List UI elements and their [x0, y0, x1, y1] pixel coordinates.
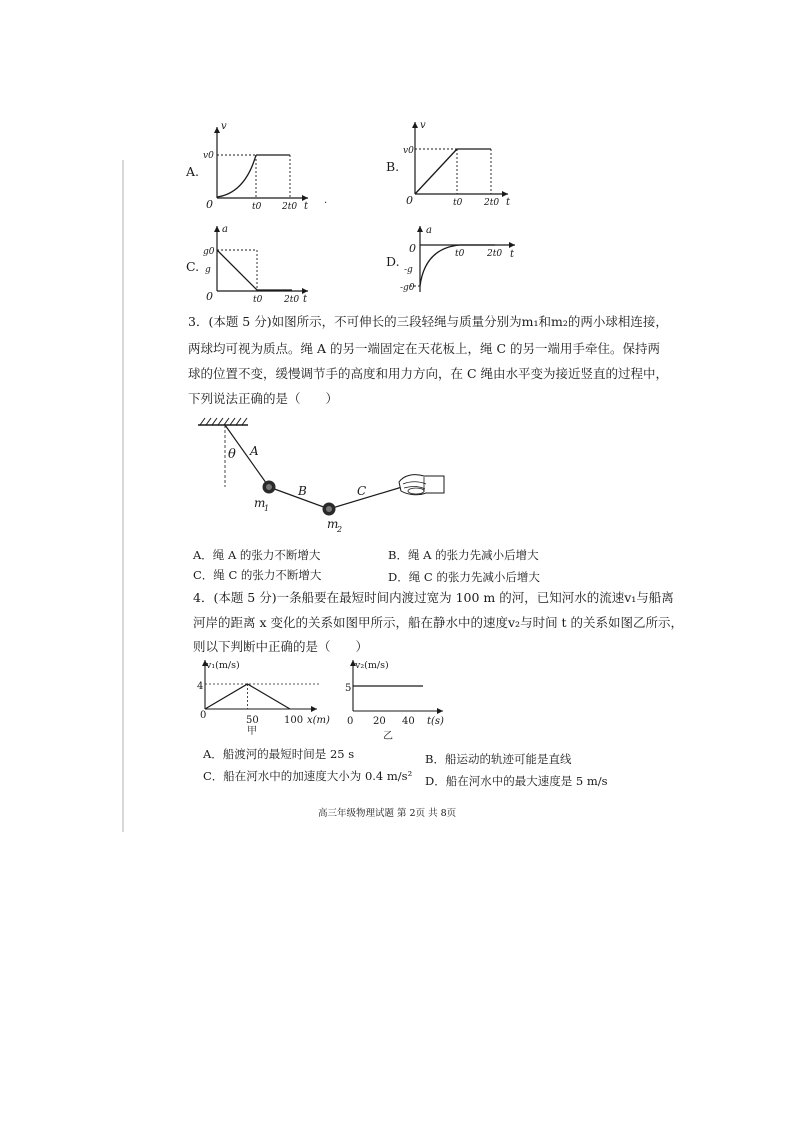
graph-c-x-axis-label: t	[303, 294, 308, 305]
jia-x-label: x(m)	[307, 715, 330, 726]
m2-subscript: 2	[337, 525, 343, 534]
option-d-label: D.	[386, 254, 400, 269]
jia-y-tick: 4	[197, 681, 204, 692]
graph-b-x-tick-1: t0	[453, 198, 463, 208]
option-c-label: C.	[186, 259, 200, 274]
jia-x-arrow	[311, 706, 317, 712]
theta-label: θ	[228, 447, 236, 462]
graph-d-origin: 0	[409, 242, 416, 255]
m1-subscript: 1	[264, 504, 270, 513]
graph-a-y-axis-label: v	[221, 121, 227, 132]
jia-x-tick-1: 50	[246, 715, 259, 726]
jia-y-label: v₁(m/s)	[206, 660, 240, 671]
q4-line-1: 4．(本题 5 分)一条船要在最短时间内渡过宽为 100 m 的河，已知河水的流速v₁与船离	[193, 590, 674, 605]
jia-origin: 0	[200, 710, 207, 721]
graph-a-x-tick-1: t0	[252, 202, 262, 212]
graph-b-origin: 0	[406, 194, 413, 207]
graph-d-x-tick-2: 2t0	[487, 249, 503, 259]
q3-option-b: B．绳 A 的张力先减小后增大	[388, 548, 539, 562]
graph-jia	[190, 656, 335, 741]
yi-caption: 乙	[383, 731, 393, 742]
q3-line-2: 两球均可视为质点。绳 A 的另一端固定在天花板上，绳 C 的另一端用手牵住。保持两	[188, 341, 660, 356]
graph-option-a	[200, 115, 320, 215]
graph-option-c	[200, 222, 320, 312]
graph-a-x-tick-2: 2t0	[282, 202, 298, 212]
q3-option-c: C．绳 C 的张力不断增大	[193, 568, 322, 582]
yi-y-label: v₂(m/s)	[355, 660, 389, 671]
graph-c-y-tick-2: g	[205, 265, 211, 275]
yi-y-tick: 5	[345, 683, 352, 694]
hand-icon	[399, 475, 444, 495]
option-b-label: B.	[386, 159, 400, 174]
m1-label: m	[254, 496, 266, 510]
graph-b-y-axis-label: v	[420, 120, 426, 131]
graph-a-x-axis-label: t	[304, 201, 309, 212]
q4-line-3: 则以下判断中正确的是（ ）	[193, 639, 369, 654]
q3-option-d: D．绳 C 的张力先减小后增大	[388, 570, 540, 584]
option-a-label: A.	[186, 164, 200, 179]
jia-caption: 甲	[247, 726, 257, 737]
m2-label: m	[327, 517, 339, 531]
q3-line-1: 3．(本题 5 分)如图所示，不可伸长的三段轻绳与质量分别为m₁和m₂的两小球相连接，	[188, 314, 668, 329]
q3-line-3: 球的位置不变，缓慢调节手的高度和用力方向，在 C 绳由水平变为接近竖直的过程中，	[188, 366, 669, 381]
yi-x-tick-1: 20	[373, 716, 386, 727]
yi-x-arrow	[437, 708, 443, 714]
graph-option-d	[400, 222, 525, 302]
graph-c-x-tick-2: 2t0	[284, 295, 300, 305]
graph-c-y-tick-1: g0	[203, 247, 215, 257]
q4-option-d: D．船在河水中的最大速度是 5 m/s	[425, 774, 608, 788]
graph-a-y-tick: v0	[203, 151, 214, 161]
yi-x-tick-2: 40	[402, 716, 415, 727]
graph-b-x-axis-label: t	[506, 197, 511, 208]
q4-option-a: A．船渡河的最短时间是 25 s	[203, 747, 355, 761]
graph-b-y-tick: v0	[403, 146, 414, 156]
graph-d-y-tick-2: -g0	[400, 283, 415, 293]
graph-d-y-axis-label: a	[426, 225, 432, 236]
graph-d-y-tick-1: -g	[404, 265, 413, 275]
graph-d-x-tick-1: t0	[455, 249, 465, 259]
graph-c-origin: 0	[206, 290, 213, 303]
page-footer: 高三年级物理试题 第 2页 共 8页	[318, 808, 457, 819]
q4-option-c: C．船在河水中的加速度大小为 0.4 m/s²	[203, 769, 413, 783]
graph-option-b	[400, 115, 520, 215]
rope-c-label: C	[357, 484, 367, 498]
graph-c-y-axis-label: a	[222, 224, 228, 235]
graph-d-x-axis-label: t	[510, 249, 515, 260]
jia-x-tick-2: 100	[284, 715, 304, 726]
scan-edge	[122, 160, 124, 832]
q4-line-2: 河岸的距离 x 变化的关系如图甲所示，船在静水中的速度v₂与时间 t 的关系如图乙所示，	[193, 615, 684, 630]
q3-option-a: A．绳 A 的张力不断增大	[193, 548, 321, 562]
q4-option-b: B．船运动的轨迹可能是直线	[425, 752, 572, 766]
graph-b-x-tick-2: 2t0	[484, 198, 500, 208]
graph-yi	[335, 656, 450, 746]
rope-a-label: A	[250, 444, 259, 458]
yi-x-label: t(s)	[427, 716, 444, 727]
graph-c-x-tick-1: t0	[253, 295, 263, 305]
yi-origin: 0	[347, 716, 354, 727]
q3-line-4: 下列说法正确的是（ ）	[188, 391, 339, 406]
graph-a-origin: 0	[206, 198, 213, 211]
rope-b-label: B	[298, 484, 307, 498]
stray-mark: .	[324, 195, 328, 206]
q3-rope-figure	[190, 415, 460, 535]
